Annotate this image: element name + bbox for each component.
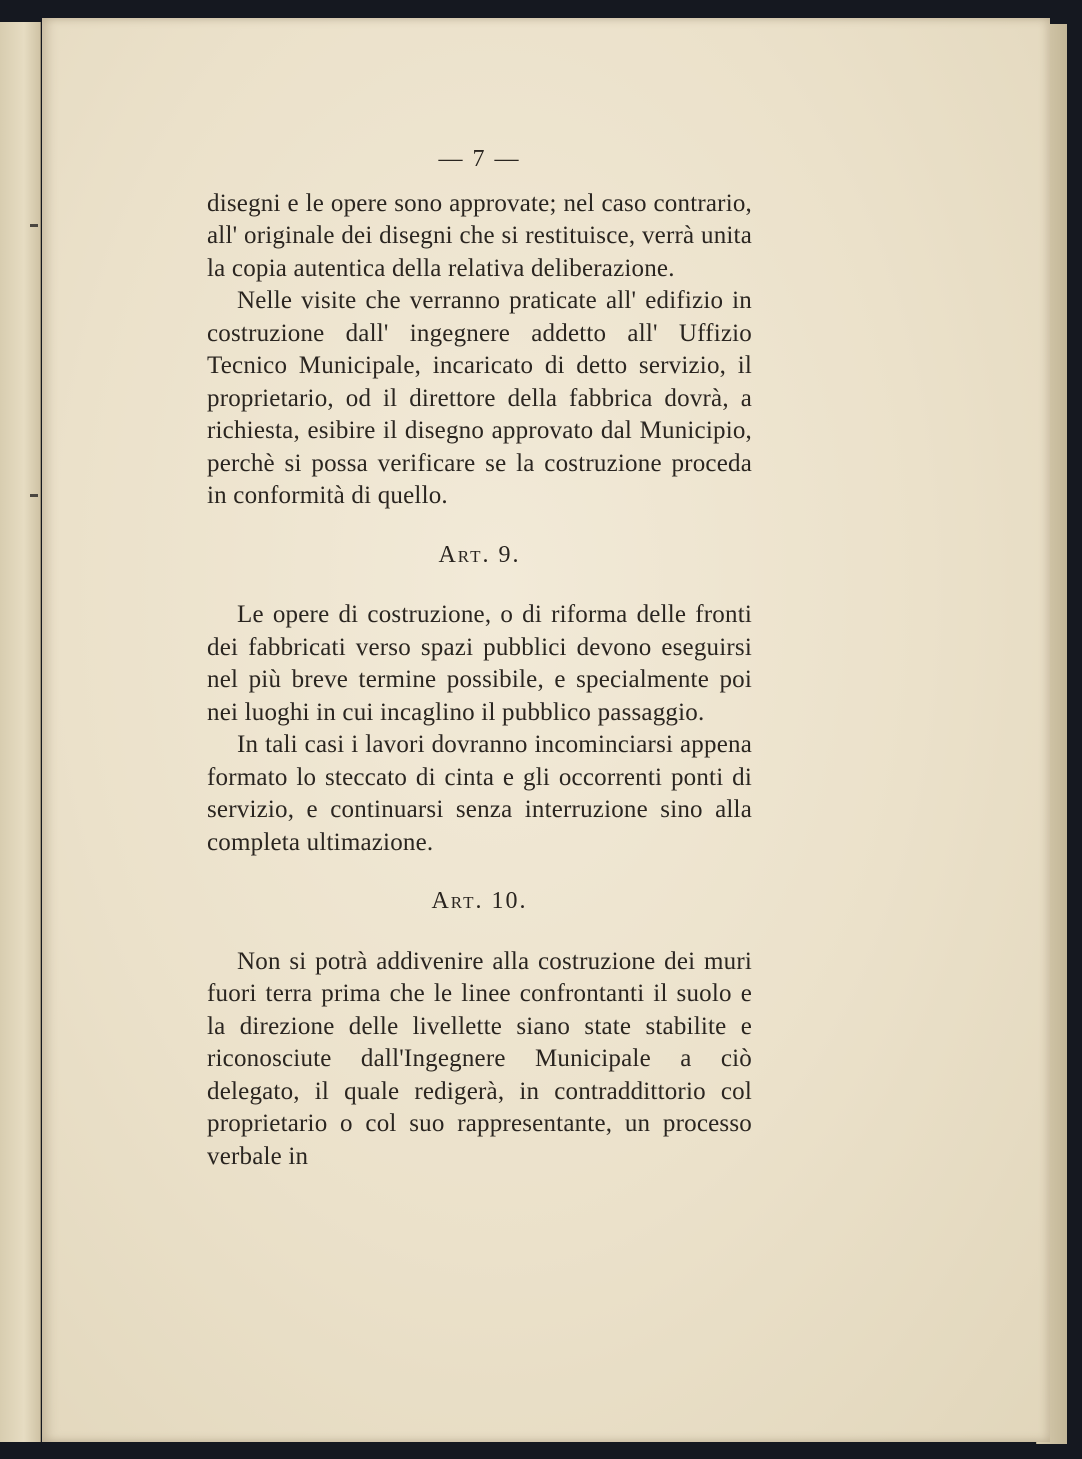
left-page-strip [0,22,41,1442]
paragraph: disegni e le opere sono approvate; nel caso contrario, all' originale dei disegni che si restituisce, verrà unita la copia autentica della relativa deliberazione. [207,189,752,282]
article-heading-10: Art. 10. [431,888,528,914]
page-number: — 7 — [438,146,521,172]
book-page [42,18,1050,1442]
article-heading-9: Art. 9. [438,541,521,568]
text-block [207,143,752,1173]
paragraph: Le opere di costruzione, o di riforma delle fronti dei fabbricati verso spazi pubblici devono eseguirsi nel più breve termine possibile, e specialmente poi nei luoghi in cui incaglino il pubblico passaggio. [207,601,752,726]
margin-mark [30,494,38,497]
paragraph: Nelle visite che verranno praticate all' edifizio in costruzione dall' ingegnere addetto all' Uffizio Tecnico Municipale, incaricato di detto servizio, il proprietario, od il direttore della fabbrica dovrà, a richiesta, esibire il disegno approvato dal Municipio, perchè si possa verificare se la costruzione proceda in conformità di quello. [207,287,752,509]
margin-mark [30,224,38,227]
paragraph: Non si potrà addivenire alla costruzione dei muri fuori terra prima che le linee confrontanti il suolo e la direzione delle livellette siano state stabilite e riconosciute dall'Ingegnere Municipale a ciò delegato, il quale redigerà, in contraddittorio col proprietario o col suo rappresentante, un processo verbale in [207,947,752,1170]
paragraph: In tali casi i lavori dovranno incominciarsi appena formato lo steccato di cinta e gli occorrenti ponti di servizio, e continuarsi senza interruzione sino alla completa ultimazione. [207,731,752,856]
